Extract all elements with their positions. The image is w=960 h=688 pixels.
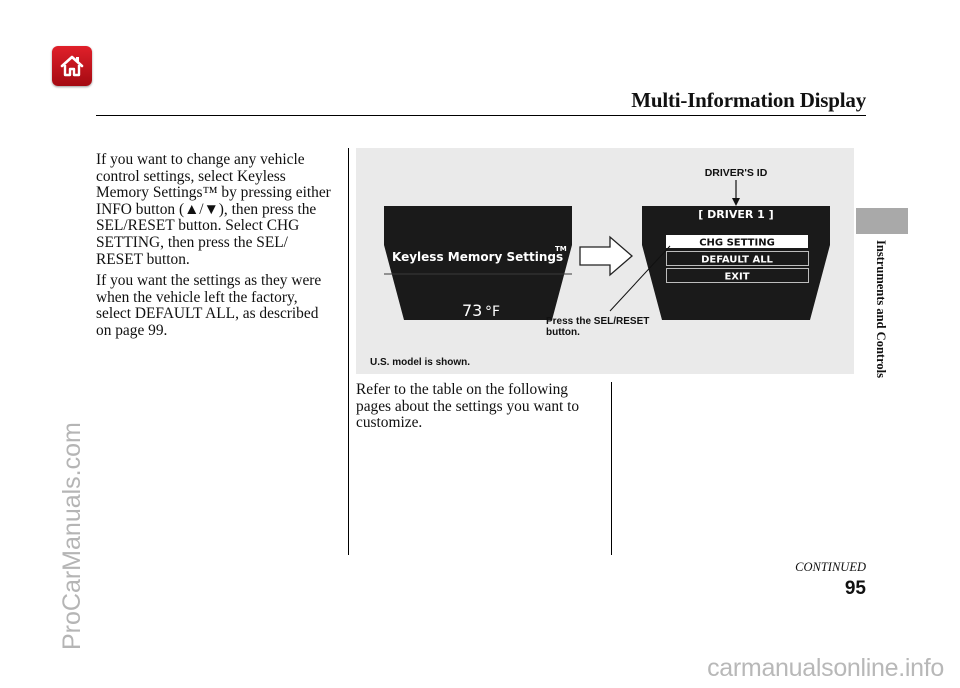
left-column-text bbox=[96, 152, 336, 345]
menu-item-exit: EXIT bbox=[724, 271, 750, 283]
column-divider-right bbox=[611, 382, 612, 555]
arrow-right-icon bbox=[580, 237, 632, 275]
header-rule bbox=[96, 115, 866, 116]
mid-column-text bbox=[356, 382, 600, 432]
side-tab-label: Instruments and Controls bbox=[874, 240, 888, 378]
paragraph-default-settings: If you want the settings as they were when the vehicle left the factory, select DEFAULT ALL, as described on page 99. bbox=[96, 272, 322, 339]
side-watermark: ProCarManuals.com bbox=[58, 422, 86, 650]
paragraph-refer-table: Refer to the table on the following pages about the settings you want to customize. bbox=[356, 381, 580, 432]
column-divider-left bbox=[348, 148, 349, 555]
left-screen-title: Keyless Memory Settings bbox=[392, 250, 564, 264]
paragraph-change-settings: If you want to change any vehicle control settings, select Keyless Memory Settings™ by pressing either INFO button (▲/▼), then press the SEL/RESET button. Select CHG SETTING, then press the SEL/ RESET button. bbox=[96, 151, 331, 268]
temperature-value: 73 bbox=[462, 301, 483, 320]
left-screen-tm: TM bbox=[555, 245, 567, 253]
callout-sel-reset-line2: button. bbox=[546, 327, 580, 338]
section-title: Multi-Information Display bbox=[631, 88, 866, 112]
menu-item-chg-setting: CHG SETTING bbox=[699, 237, 775, 249]
driver-id-text: [ DRIVER 1 ] bbox=[698, 208, 774, 221]
home-button[interactable] bbox=[52, 46, 92, 86]
illustration-svg bbox=[356, 148, 854, 374]
home-icon bbox=[58, 53, 86, 79]
callout-arrowhead-icon bbox=[732, 198, 740, 206]
page-number: 95 bbox=[844, 578, 866, 599]
callout-sel-reset-line1: Press the SEL/RESET bbox=[546, 316, 650, 327]
side-tab-marker bbox=[856, 208, 908, 234]
menu-item-default-all: DEFAULT ALL bbox=[701, 254, 773, 266]
bottom-watermark: carmanualsonline.info bbox=[707, 654, 944, 682]
display-illustration bbox=[356, 148, 854, 374]
figure-caption: U.S. model is shown. bbox=[370, 357, 471, 368]
temperature-unit: °F bbox=[485, 304, 501, 320]
callout-drivers-id: DRIVER'S ID bbox=[704, 167, 768, 179]
continued-label: CONTINUED bbox=[795, 560, 866, 574]
